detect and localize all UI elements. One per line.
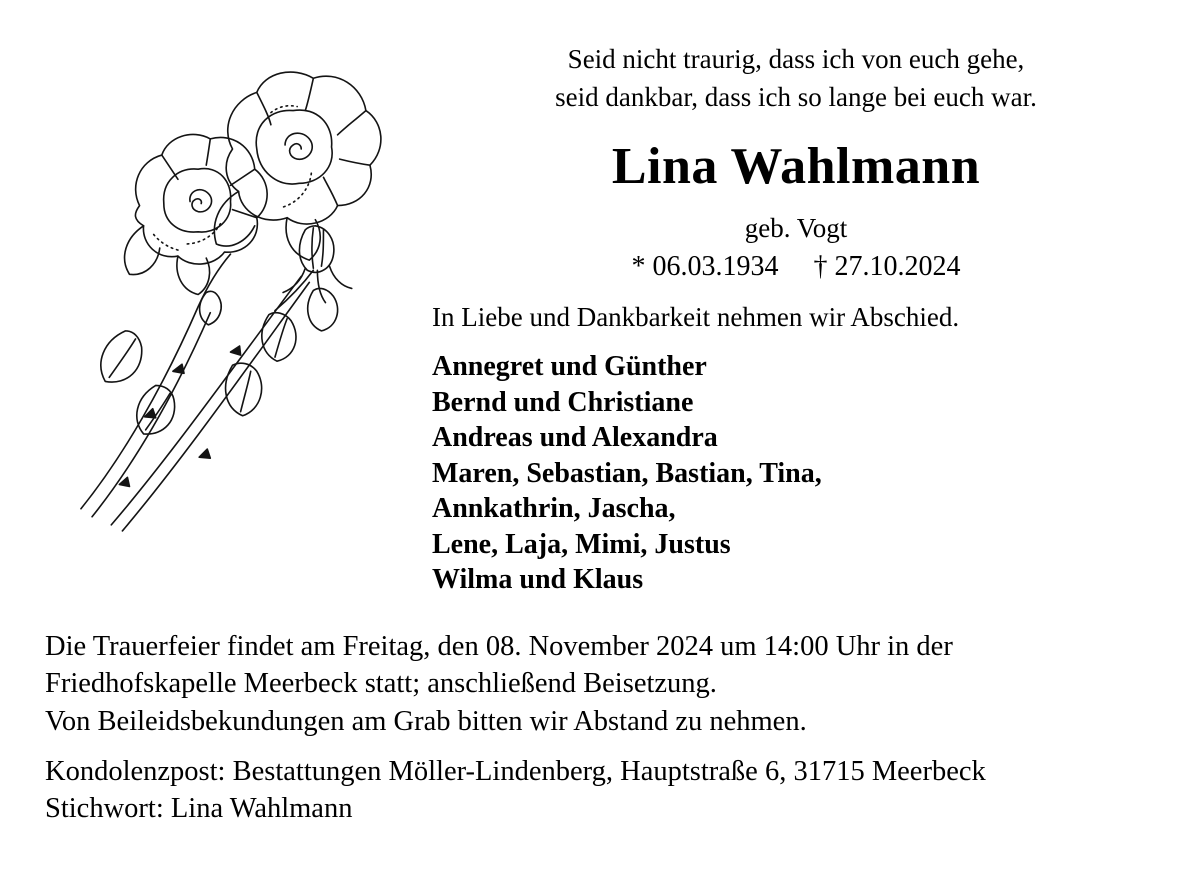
mourners-list: [432, 349, 822, 598]
birth-date: * 06.03.1934: [631, 251, 779, 282]
roses-illustration: [58, 52, 403, 537]
mourner-line: Wilma und Klaus: [432, 564, 644, 595]
condolence-line-1: Kondolenzpost: Bestattungen Möller-Lindenberg, Hauptstraße 6, 31715 Meerbeck: [45, 756, 986, 787]
header-block: [432, 40, 1160, 284]
service-line-1: Die Trauerfeier findet am Freitag, den 08. November 2024 um 14:00 Uhr in der: [45, 631, 953, 662]
maiden-name: geb. Vogt: [744, 213, 848, 243]
rose-icon: [58, 52, 403, 537]
service-info: [45, 628, 1160, 702]
epigraph: [432, 40, 1160, 116]
mourner-line: Annkathrin, Jascha,: [432, 493, 676, 524]
deceased-name: Lina Wahlmann: [611, 138, 981, 195]
mourner-line: Lene, Laja, Mimi, Justus: [432, 528, 731, 560]
condolence-line-2: Stichwort: Lina Wahlmann: [45, 793, 353, 824]
condolence-address: [45, 753, 1160, 827]
mourner-line: Andreas und Alexandra: [432, 422, 718, 453]
mourner-line: Bernd und Christiane: [432, 386, 694, 418]
farewell-line: In Liebe und Dankbarkeit nehmen wir Abschied.: [432, 302, 960, 332]
epigraph-line-2: seid dankbar, dass ich so lange bei euch war.: [555, 82, 1037, 112]
service-line-2: Friedhofskapelle Meerbeck statt; anschließend Beisetzung.: [45, 668, 717, 699]
condolence-request: Von Beileidsbekundungen am Grab bitten wir Abstand zu nehmen.: [45, 706, 807, 737]
epigraph-line-1: Seid nicht traurig, dass ich von euch gehe,: [567, 44, 1025, 74]
mourner-line: Maren, Sebastian, Bastian, Tina,: [432, 457, 822, 489]
life-dates: [432, 250, 1160, 284]
death-date: † 27.10.2024: [813, 251, 961, 282]
mourner-line: Annegret und Günther: [432, 351, 707, 382]
